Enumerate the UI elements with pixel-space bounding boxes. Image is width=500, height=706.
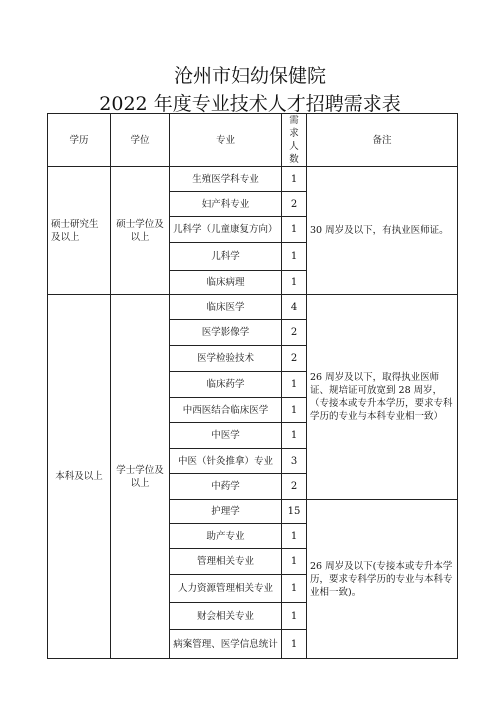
count-cell: 2 [282, 346, 307, 372]
count-cell: 1 [282, 630, 307, 659]
count-cell: 1 [282, 372, 307, 398]
major-cell: 中西医结合临床医学 [170, 398, 282, 423]
major-cell: 护理学 [170, 500, 282, 524]
major-cell: 生殖医学科专业 [170, 167, 282, 192]
major-cell: 儿科学 [170, 243, 282, 271]
major-cell: 中医学 [170, 423, 282, 449]
header-count: 需求人数 [282, 114, 307, 167]
count-cell: 2 [282, 192, 307, 217]
remarks-cell: 30 周岁及以下，有执业医师证。 [307, 167, 458, 295]
major-cell: 中医（针灸推拿）专业 [170, 449, 282, 474]
header-degree: 学位 [111, 114, 170, 167]
major-cell: 医学检验技术 [170, 346, 282, 372]
major-cell: 中药学 [170, 474, 282, 500]
count-cell: 1 [282, 217, 307, 243]
page-title: 沧州市妇幼保健院 [173, 65, 326, 87]
count-cell: 1 [282, 398, 307, 423]
major-cell: 病案管理、医学信息统计 [170, 630, 282, 659]
degree-cell: 硕士学位及以上 [111, 167, 170, 295]
major-cell: 管理相关专业 [170, 549, 282, 575]
count-cell: 3 [282, 449, 307, 474]
header-education: 学历 [48, 114, 111, 167]
remarks-cell: 26 周岁及以下，取得执业医师证、规培证可放宽到 28 周岁，（专接本或专升本学历，要求专科学历的专业与本科专业相一致） [307, 295, 458, 500]
count-cell: 1 [282, 575, 307, 603]
count-cell: 1 [282, 243, 307, 271]
major-cell: 医学影像学 [170, 320, 282, 346]
table-row [48, 167, 458, 192]
count-cell: 1 [282, 167, 307, 192]
major-cell: 助产专业 [170, 524, 282, 549]
table-row [48, 295, 458, 320]
count-cell: 1 [282, 524, 307, 549]
major-cell: 儿科学（儿童康复方向） [170, 217, 282, 243]
count-cell: 15 [282, 500, 307, 524]
count-cell: 4 [282, 295, 307, 320]
header-row [48, 114, 458, 167]
education-cell: 本科及以上 [48, 295, 111, 659]
count-cell: 2 [282, 320, 307, 346]
major-cell: 临床药学 [170, 372, 282, 398]
count-cell: 1 [282, 423, 307, 449]
remarks-cell: 26 周岁及以下(专接本或专升本学历，要求专科学历的专业与本科专业相一致)。 [307, 500, 458, 659]
count-cell: 1 [282, 271, 307, 295]
count-cell: 1 [282, 549, 307, 575]
count-cell: 1 [282, 603, 307, 630]
major-cell: 临床病理 [170, 271, 282, 295]
major-cell: 妇产科专业 [170, 192, 282, 217]
education-cell: 硕士研究生及以上 [48, 167, 111, 295]
header-major: 专业 [170, 114, 282, 167]
page-subtitle: 2022 年度专业技术人才招聘需求表 [99, 93, 401, 115]
major-cell: 人力资源管理相关专业 [170, 575, 282, 603]
count-cell: 2 [282, 474, 307, 500]
recruitment-table [47, 113, 458, 659]
degree-cell: 学士学位及以上 [111, 295, 170, 659]
major-cell: 财会相关专业 [170, 603, 282, 630]
major-cell: 临床医学 [170, 295, 282, 320]
header-remarks: 备注 [307, 114, 458, 167]
